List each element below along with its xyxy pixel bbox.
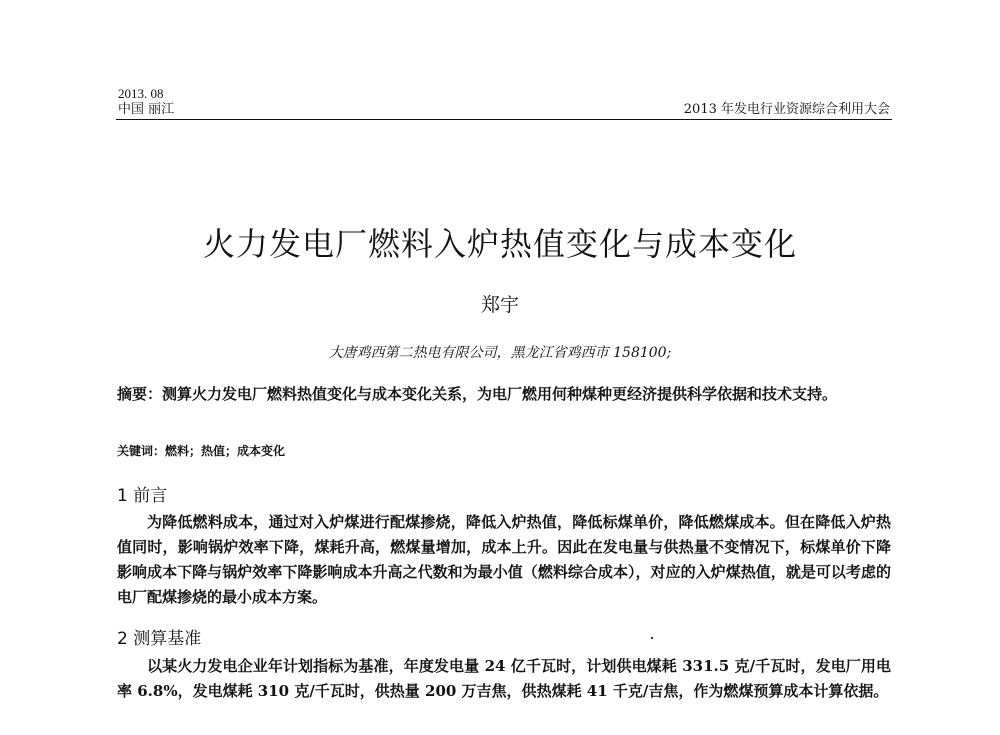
section-heading-basis: 2 测算基准 <box>117 629 202 649</box>
header-conference: 2013 年发电行业资源综合利用大会 <box>683 102 890 117</box>
section-paragraph-introduction: 为降低燃料成本，通过对入炉煤进行配煤掺烧，降低入炉热值，降低标煤单价，降低燃煤成本。但在降低入炉热值同时，影响锅炉效率下降，煤耗升高，燃煤量增加，成本上升。因此在发电量与供热量不变情况下，标煤单价下降影响成本下降与锅炉效率下降影响成本升高之代数和为最小值（燃料综合成本），对应的入炉煤热值，就是可以考虑的电厂配煤掺烧的最小成本方案。 <box>117 513 891 606</box>
section-heading-introduction: 1 前言 <box>117 486 168 506</box>
header-date: 2013. 08 <box>118 86 164 101</box>
abstract: 摘要：测算火力发电厂燃料热值变化与成本变化关系，为电厂燃用何种煤种更经济提供科学依据和技术支持。 <box>117 385 838 403</box>
keywords: 关键词：燃料；热值；成本变化 <box>117 444 286 458</box>
section-paragraph-basis: 以某火力发电企业年计划指标为基准，年度发电量 24 亿千瓦时，计划供电煤耗 331.5 克/千瓦时，发电厂用电率 6.8%，发电煤耗 310 克/千瓦时，供热量 200 万吉焦，供热煤耗 41 千克/吉焦，作为燃煤预算成本计算依据。 <box>117 657 891 700</box>
header-rule <box>116 119 892 120</box>
header-location: 中国 丽江 <box>118 102 175 117</box>
paper-title: 火力发电厂燃料入炉热值变化与成本变化 <box>202 225 797 263</box>
author-name: 郑宇 <box>480 294 519 316</box>
scan-speck <box>651 637 653 639</box>
author-affiliation: 大唐鸡西第二热电有限公司，黑龙江省鸡西市 158100; <box>328 345 672 361</box>
